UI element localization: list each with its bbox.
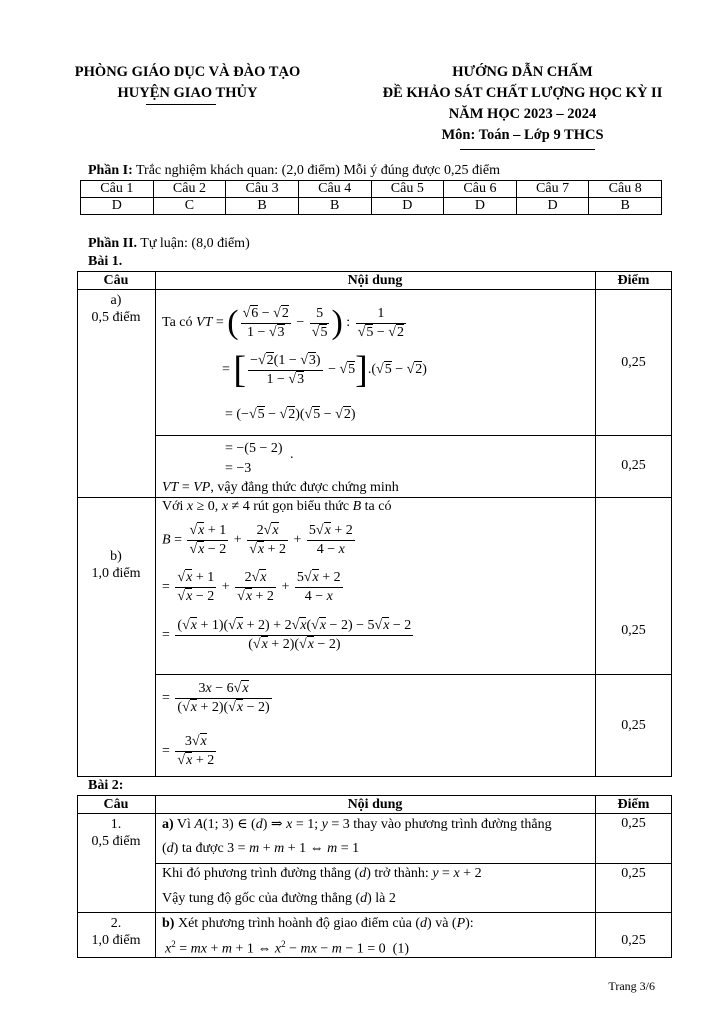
text: là	[375, 891, 386, 906]
answer-cell: D	[444, 198, 517, 215]
bai2-q2-label	[77, 915, 155, 949]
part1-label: Phần I:	[88, 163, 133, 178]
page-number: Trang 3/6	[608, 979, 655, 993]
bai2-r3-line2: $x^2$ = mx + m + 1 ⇔ $x^2$ − mx − m − 1 = 0 (1)	[165, 939, 409, 957]
bai2-r2-line2: Vậy tung độ gốc của đường thẳng (d) là 2	[162, 891, 396, 906]
bai1-b-line1: Với x ≥ 0, x ≠ 4 rút gọn biểu thức B ta có	[162, 499, 392, 514]
answer-cell: D	[516, 198, 589, 215]
part1-answer-table	[80, 180, 662, 215]
period: .	[290, 447, 294, 462]
value: 2	[388, 891, 396, 906]
text: ta được	[181, 841, 224, 856]
bai2-r2-line1: Khi đó phương trình đường thẳng (d) trở thành: y = x + 2	[162, 866, 482, 881]
header-left-underline	[146, 104, 216, 105]
bai1-header-divider	[77, 289, 672, 290]
score: 0,25	[621, 816, 646, 831]
bai1-b-label	[77, 548, 155, 582]
bai2-col-divider	[155, 795, 156, 958]
bai2-r3-line1: b) Xét phương trình hoành độ giao điểm của (d) và (P):	[162, 916, 474, 931]
district-name: HUYỆN GIAO THỦY	[117, 85, 258, 101]
subject: Môn: Toán – Lớp 9 THCS	[441, 127, 604, 143]
bai2-r1-line2: (d) ta được 3 = m + m + 1 ⇔ m = 1	[162, 841, 360, 856]
text: trở thành:	[374, 866, 429, 881]
answer-cell: D	[371, 198, 444, 215]
part-a-label: a)	[162, 817, 174, 832]
bai1-b-line6: = $\frac{3√x}{√x + 2}$	[162, 734, 215, 768]
bai1-col-content: Nội dung	[347, 273, 403, 288]
department-name: PHÒNG GIÁO DỤC VÀ ĐÀO TẠO	[74, 64, 301, 80]
bai1-a-label	[77, 292, 155, 326]
bai1-col-divider	[595, 271, 596, 777]
intro-text: ta có	[364, 499, 392, 514]
bai1-row-divider	[155, 674, 672, 675]
text: Vậy tung độ gốc của đường thẳng	[162, 891, 352, 906]
bai1-a-line1: Ta có VT = ( $\frac{√6 - √2}{1 - √3}$ − $\frac{5}{√5}$ ) : $\frac{1}{√5 - √2}$	[162, 304, 404, 341]
answer-row	[81, 198, 662, 215]
part2-label: Phần II.	[88, 236, 138, 251]
bai1-title: Bài 1.	[88, 254, 123, 269]
bai2-col-score: Điểm	[617, 797, 650, 812]
bai2-col-cau: Câu	[103, 797, 129, 812]
part2-title	[88, 236, 250, 252]
doc-title: HƯỚNG DẪN CHẤM	[452, 64, 593, 80]
text: và	[435, 916, 449, 931]
text: Xét phương trình hoành độ giao điểm của	[174, 916, 412, 931]
text: Vì	[173, 817, 191, 832]
exam-title: ĐỀ KHẢO SÁT CHẤT LƯỢNG HỌC KỲ II	[382, 85, 663, 101]
question-row	[81, 181, 662, 198]
bai2-q1-label	[77, 816, 155, 850]
q-cell: Câu 6	[444, 181, 517, 198]
bai1-col-divider	[155, 271, 156, 777]
bai2-header-divider	[77, 813, 672, 814]
score: 0,25	[621, 933, 646, 948]
intro-text: rút gọn biểu thức	[253, 499, 350, 514]
intro-text: Ta có	[162, 315, 193, 331]
conclusion-text: , vậy đẳng thức được chứng minh	[210, 480, 399, 495]
score: 0,25	[621, 718, 646, 733]
bai1-col-cau: Câu	[103, 273, 129, 288]
q-cell: Câu 4	[298, 181, 371, 198]
answer-cell: B	[589, 198, 662, 215]
q-cell: Câu 7	[516, 181, 589, 198]
intro-text: Với	[162, 499, 184, 514]
bai1-b-line3: = $\frac{√x + 1}{√x - 2}$ + $\frac{2√x}{√x + 2}$ + $\frac{5√x + 2}{4 - x}$	[162, 570, 341, 604]
bai2-row-divider	[77, 912, 672, 913]
bai1-row-divider	[77, 497, 672, 498]
bai2-r1-line1: a) Vì A(1; 3) ∈ (d) ⇒ x = 1; y = 3 thay vào phương trình đường thẳng	[162, 817, 552, 832]
bai1-a-points: 0,5 điểm	[91, 310, 141, 325]
header-left	[50, 62, 325, 104]
score: 0,25	[621, 355, 646, 370]
bai2-q2-num: 2.	[110, 916, 122, 931]
bai1-a-line5: = −3	[225, 461, 252, 476]
bai1-a-num: a)	[110, 293, 122, 308]
school-year: NĂM HỌC 2023 – 2024	[448, 106, 597, 122]
part2-desc: Tự luận: (8,0 điểm)	[137, 236, 250, 251]
bai2-q1-points: 0,5 điểm	[91, 834, 141, 849]
bai2-q1-num: 1.	[110, 817, 122, 832]
bai1-a-conclusion: VT = VP, vậy đẳng thức được chứng minh	[162, 480, 399, 495]
equation-number: (1)	[392, 941, 409, 957]
score: 0,25	[621, 458, 646, 473]
bai2-row-divider	[155, 863, 672, 864]
bai1-b-points: 1,0 điểm	[91, 566, 141, 581]
bai1-a-line2: = [ $\frac{-√2(1 - √3)}{1 - √3}$ − √5].(√5 − √2)	[222, 349, 427, 391]
score: 0,25	[621, 866, 646, 881]
answer-cell: D	[81, 198, 154, 215]
text: Khi đó phương trình đường thẳng	[162, 866, 352, 881]
part-b-label: b)	[162, 916, 175, 931]
part1-desc: Trắc nghiệm khách quan: (2,0 điểm) Mỗi ý đúng được 0,25 điểm	[132, 163, 501, 178]
bai1-col-score: Điểm	[617, 273, 650, 288]
q-cell: Câu 1	[81, 181, 154, 198]
q-cell: Câu 3	[226, 181, 299, 198]
bai1-b-line4: = $\frac{(√x + 1)(√x + 2) + 2√x(√x - 2) - 5√x - 2}{(√x + 2)(√x - 2)}$	[162, 618, 412, 652]
bai2-title: Bài 2:	[88, 778, 124, 793]
score: 0,25	[621, 623, 646, 638]
bai2-q2-points: 1,0 điểm	[91, 933, 141, 948]
header-right-underline	[460, 149, 595, 150]
q-cell: Câu 2	[153, 181, 226, 198]
bai1-a-line3: = (−√5 − √2)(√5 − √2)	[225, 407, 356, 422]
q-cell: Câu 8	[589, 181, 662, 198]
bai2-col-content: Nội dung	[347, 797, 403, 812]
bai1-a-line4: = −(5 − 2)	[225, 441, 283, 456]
bai1-b-line5: = $\frac{3x - 6√x}{(√x + 2)(√x - 2)}$	[162, 681, 270, 715]
header-right	[355, 62, 690, 146]
bai1-row-divider	[155, 435, 672, 436]
part1-title	[88, 163, 500, 179]
answer-cell: B	[226, 198, 299, 215]
answer-cell: C	[153, 198, 226, 215]
bai1-b-line2: B = $\frac{√x + 1}{√x - 2}$ + $\frac{2√x}{√x + 2}$ + $\frac{5√x + 2}{4 - x}$	[162, 523, 353, 557]
answer-cell: B	[298, 198, 371, 215]
q-cell: Câu 5	[371, 181, 444, 198]
bai1-b-num: b)	[110, 549, 122, 564]
text: thay vào phương trình đường thẳng	[353, 817, 552, 832]
